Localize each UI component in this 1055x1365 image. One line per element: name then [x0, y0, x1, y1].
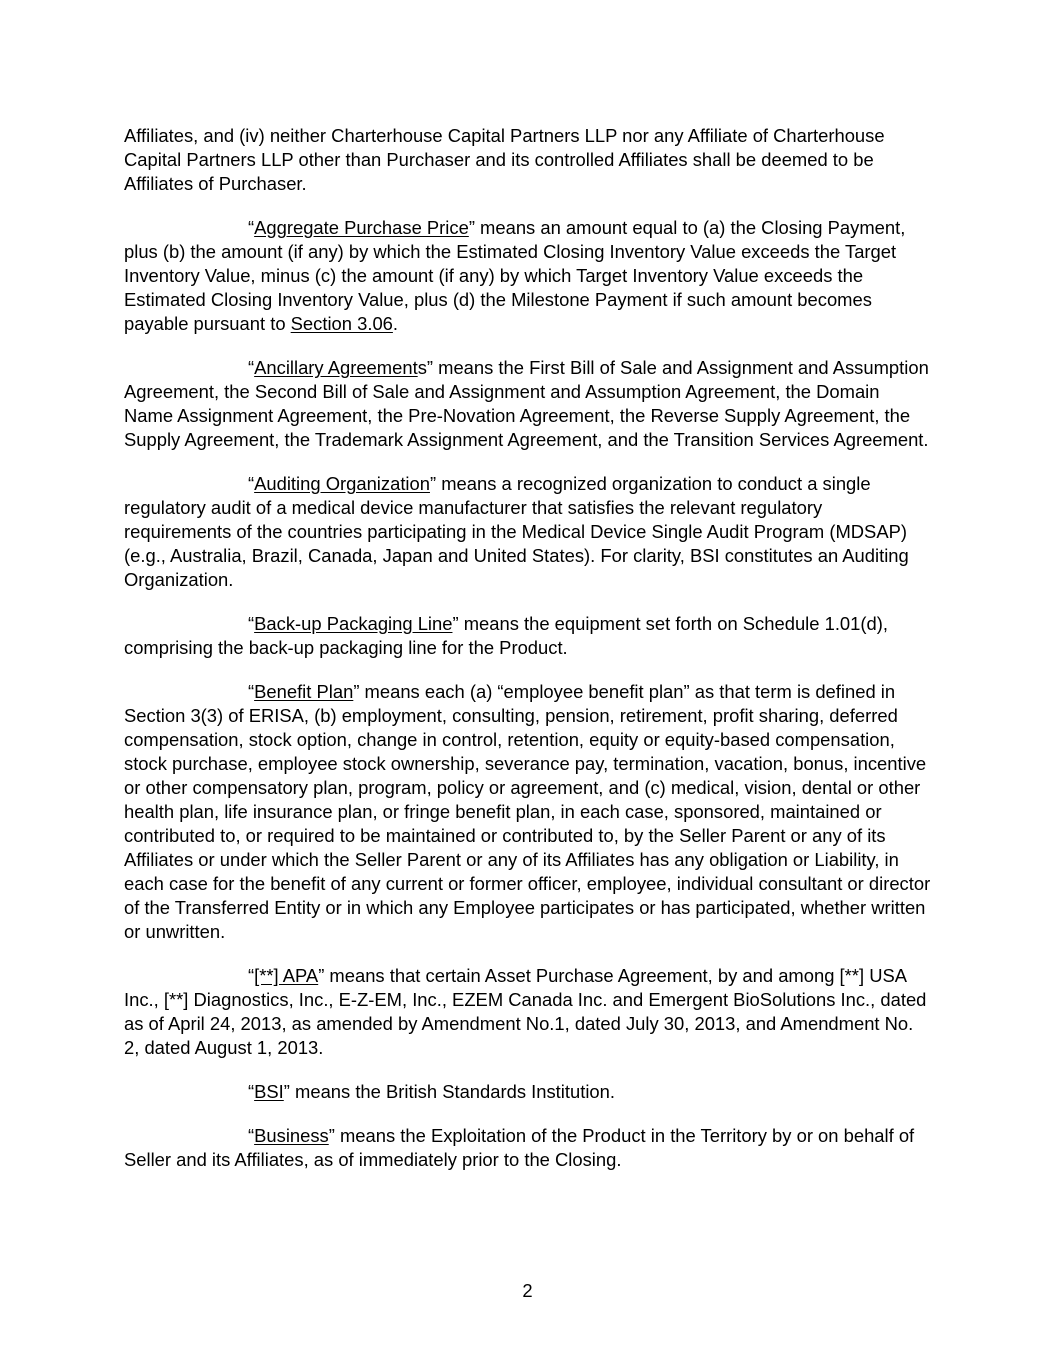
definition-business [124, 1124, 932, 1172]
defined-term: Business [254, 1125, 329, 1146]
defined-term: BSI [254, 1081, 284, 1102]
open-quote: “ [248, 613, 255, 634]
open-quote: “ [248, 965, 255, 986]
document-page [124, 124, 932, 1192]
definition-bsi [124, 1080, 932, 1104]
page-number: 2 [522, 1280, 533, 1301]
defined-term: Back-up Packaging Line [254, 613, 453, 634]
close-quote: ” [426, 357, 434, 378]
definition-body-end: . [392, 313, 399, 334]
close-quote: ” [353, 681, 360, 702]
defined-term-suffix: s [417, 357, 427, 378]
definition-aggregate-purchase-price [124, 216, 932, 336]
definition-body: means that certain Asset Purchase Agreement, by and among [**] USA Inc., [**] Diagnostics, Inc., E-Z-EM, Inc., EZEM Canada Inc. and Emergent BioSolutions Inc., dated as of April 24, 2013, as amended by Amendment No.1, dated July 30, 2013, and Amendment No. 2, dated August 1, 2013. [124, 965, 927, 1058]
definition-body: means the equipment set forth on Schedule 1.01(d), comprising the back-up packaging line for the Product. [124, 613, 888, 658]
definition-auditing-organization [124, 472, 932, 592]
paragraph-continuation [124, 124, 932, 196]
defined-term: Ancillary Agreement [254, 357, 418, 378]
open-quote: “ [248, 357, 255, 378]
defined-term: [**] APA [254, 965, 319, 986]
definition-back-up-packaging-line [124, 612, 932, 660]
definition-ancillary-agreements [124, 356, 932, 452]
defined-term: Benefit Plan [254, 681, 354, 702]
paragraph-body: Affiliates, and (iv) neither Charterhouse Capital Partners LLP nor any Affiliate of Charterhouse Capital Partners LLP other than Purchaser and its controlled Affiliates shall be deemed to be Affiliates of Purchaser. [124, 125, 885, 194]
section-reference: Section 3.06 [290, 313, 393, 334]
open-quote: “ [248, 473, 255, 494]
close-quote: ” [452, 613, 459, 634]
defined-term: Aggregate Purchase Price [254, 217, 469, 238]
definition-body: means a recognized organization to conduct a single regulatory audit of a medical device manufacturer that satisfies the relevant regulatory requirements of the countries participating in the Medical Device Single Audit Program (MDSAP) (e.g., Australia, Brazil, Canada, Japan and United States). For clarity, BSI constitutes an Auditing Organization. [124, 473, 909, 590]
definition-body: means the First Bill of Sale and Assignment and Assumption Agreement, the Second Bill of Sale and Assignment and Assumption Agreement, the Domain Name Assignment Agreement, the Pre-Novation Agreement, the Reverse Supply Agreement, the Supply Agreement, the Trademark Assignment Agreement, and the Transition Services Agreement. [124, 357, 929, 450]
close-quote: ” [283, 1081, 290, 1102]
open-quote: “ [248, 681, 255, 702]
definition-benefit-plan [124, 680, 932, 944]
open-quote: “ [248, 217, 255, 238]
close-quote: ” [318, 965, 325, 986]
definition-body: means each (a) “employee benefit plan” as that term is defined in Section 3(3) of ERISA, (b) employment, consulting, pension, retirement, profit sharing, deferred compensation, stock option, change in control, retention, equity or equity-based compensation, stock purchase, employee stock ownership, severance pay, termination, vacation, bonus, incentive or other compensatory plan, program, policy or agreement, and (c) medical, vision, dental or other health plan, life insurance plan, or fringe benefit plan, in each case, sponsored, maintained or contributed to, or required to be maintained or contributed to, by the Seller Parent or any of its Affiliates or under which the Seller Parent or any of its Affiliates has any obligation or Liability, in each case for the benefit of any current or former officer, employee, individual consultant or director of the Transferred Entity or in which any Employee participates or has participated, whether written or unwritten. [124, 681, 931, 942]
close-quote: ” [429, 473, 437, 494]
definition-body: means an amount equal to (a) the Closing Payment, plus (b) the amount (if any) by which the Estimated Closing Inventory Value exceeds the Target Inventory Value, minus (c) the amount (if any) by which Target Inventory Value exceeds the Estimated Closing Inventory Value, plus (d) the Milestone Payment if such amount becomes payable pursuant to [124, 217, 906, 334]
close-quote: ” [328, 1125, 335, 1146]
definition-body: means the Exploitation of the Product in the Territory by or on behalf of Seller and its Affiliates, as of immediately prior to the Closing. [124, 1125, 915, 1170]
defined-term: Auditing Organization [254, 473, 430, 494]
close-quote: ” [468, 217, 475, 238]
definition-apa [124, 964, 932, 1060]
open-quote: “ [248, 1125, 255, 1146]
definition-body: means the British Standards Institution. [289, 1081, 615, 1102]
open-quote: “ [248, 1081, 255, 1102]
